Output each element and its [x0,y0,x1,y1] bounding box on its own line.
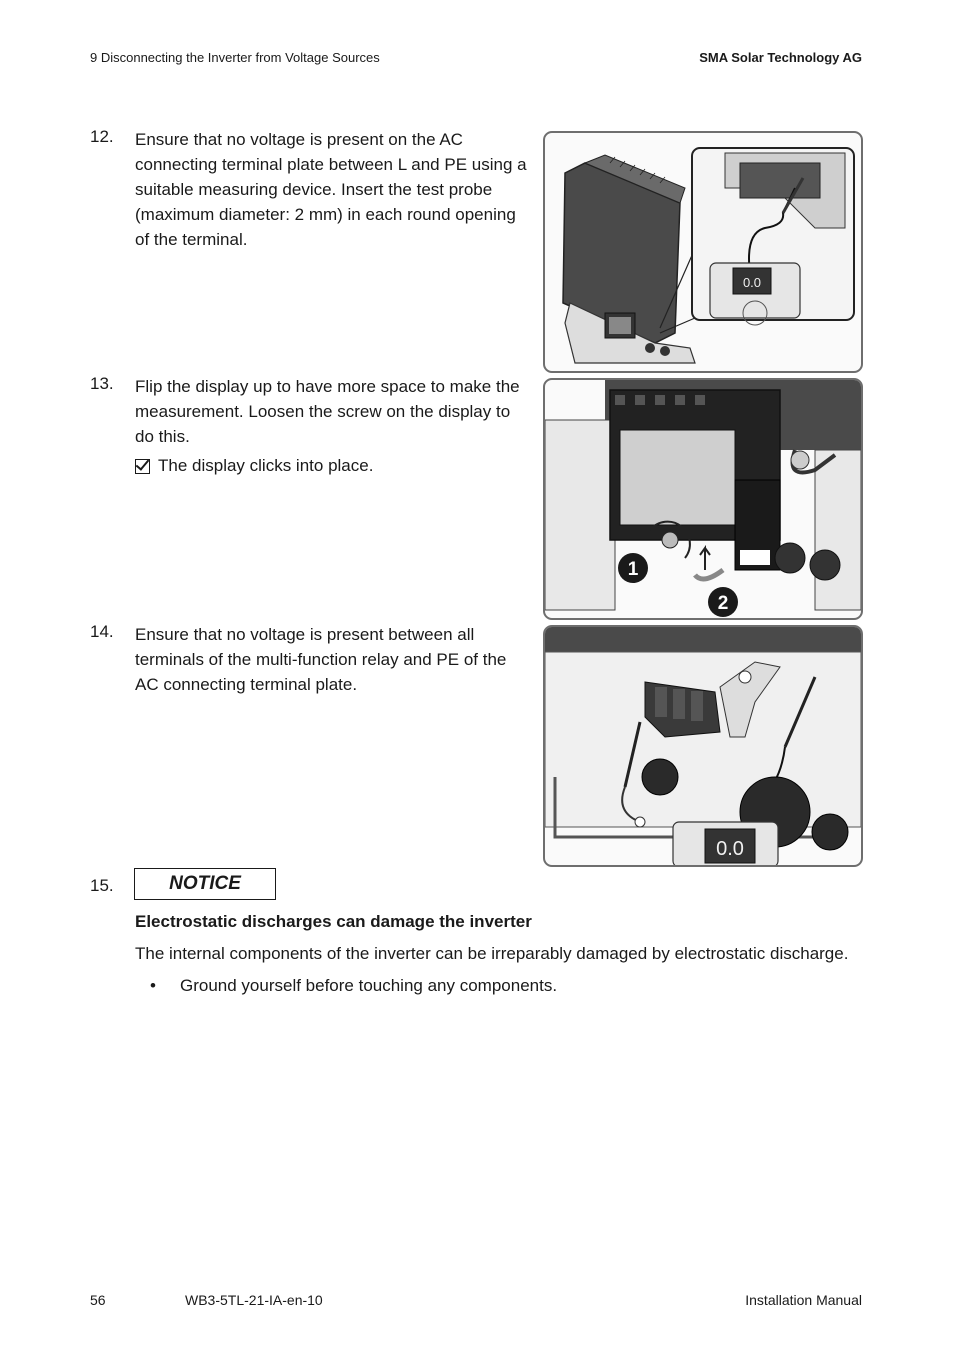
display-flip-illustration [545,380,861,618]
figure-relay-measurement [543,625,863,867]
meter-display-reading-2: 0.0 [716,838,744,860]
step-13-result-text: The display clicks into place. [158,456,374,475]
notice-label: NOTICE [134,868,276,900]
relay-measurement-illustration [545,627,861,865]
header-section-title: 9 Disconnecting the Inverter from Voltage Sources [90,50,380,65]
notice-bullet: Ground yourself before touching any components. [180,976,558,995]
footer-doc-id: WB3-5TL-21-IA-en-10 [185,1292,323,1308]
figure-display-flip [543,378,863,620]
notice-text: The internal components of the inverter can be irreparably damaged by electrostatic discharge. [135,944,849,963]
notice-title: Electrostatic discharges can damage the inverter [135,912,532,931]
meter-display-reading-1: 0.0 [742,275,762,290]
step-text-14: Ensure that no voltage is present between all terminals of the multi-function relay and PE of the AC connecting terminal plate. [135,625,507,694]
checkmark-icon [135,459,150,474]
footer-doc-type: Installation Manual [745,1292,862,1308]
footer-page-number: 56 [90,1292,106,1308]
step-number-13: 13. [90,374,114,393]
step-13-result [135,456,373,476]
bullet-marker: • [150,976,156,995]
step-number-14: 14. [90,622,114,641]
callout-1: 1 [627,559,639,580]
figure-ac-terminal-measurement [543,131,863,373]
step-text-13: Flip the display up to have more space to make the measurement. Loosen the screw on the display to do this. [135,377,520,446]
callout-2: 2 [717,593,729,614]
step-number-15: 15. [90,876,114,895]
step-text-12: Ensure that no voltage is present on the AC connecting terminal plate between L and PE using a suitable measuring device. Insert the test probe (maximum diameter: 2 mm) in each round opening of the terminal. [135,130,527,249]
header-company: SMA Solar Technology AG [699,50,862,65]
inverter-measurement-illustration [545,133,861,371]
step-number-12: 12. [90,127,114,146]
